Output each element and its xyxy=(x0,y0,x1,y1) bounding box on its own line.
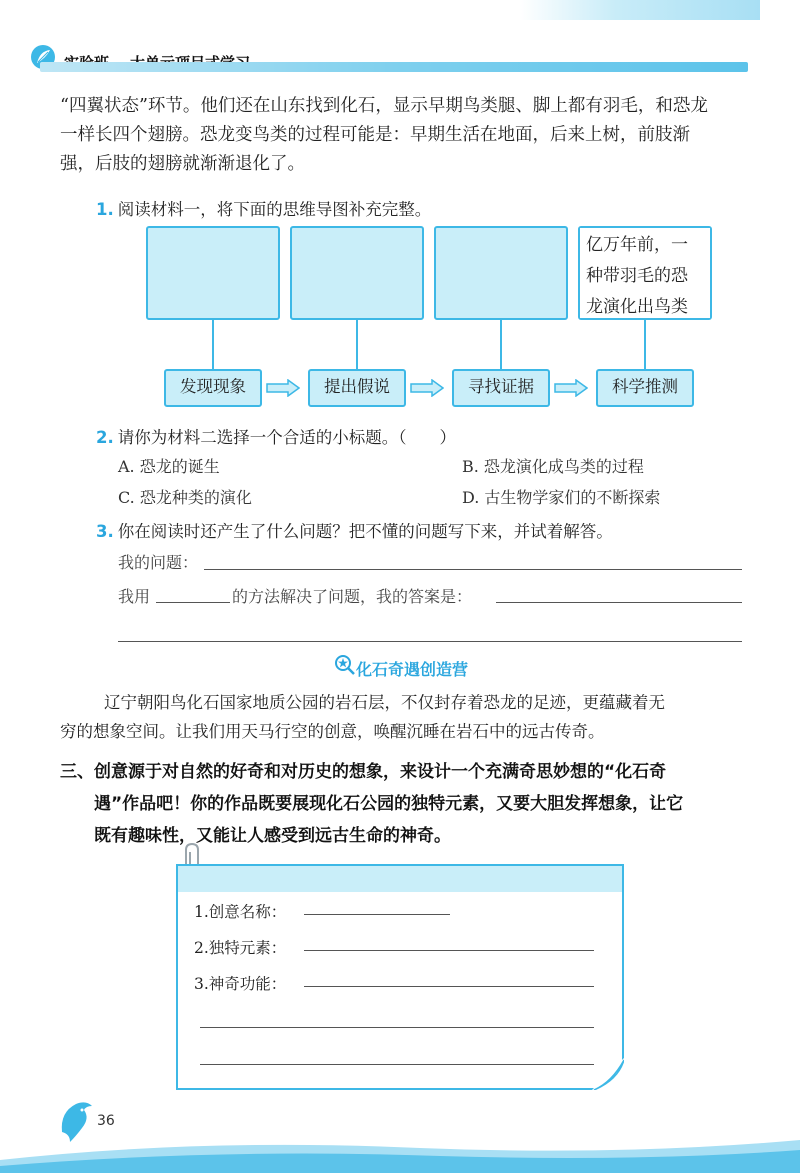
question-1 xyxy=(96,196,431,220)
arrow-right-icon xyxy=(554,379,588,397)
card-item-elements: 2.独特元素： xyxy=(194,939,287,957)
dolphin-icon xyxy=(56,1098,96,1144)
card-item-name: 1.创意名称： xyxy=(194,903,287,921)
card-header-band xyxy=(178,866,622,892)
answer-line[interactable] xyxy=(118,641,742,642)
intro-line: “四翼状态”环节。他们还在山东找到化石，显示早期鸟类腿、脚上都有羽毛，和恐龙 xyxy=(60,96,708,116)
question-number: 1. xyxy=(96,200,114,219)
question-3 xyxy=(96,518,613,542)
option-d[interactable]: D. 古生物学家们的不断探索 xyxy=(462,488,661,507)
method-suffix: 的方法解决了问题，我的答案是： xyxy=(232,587,473,606)
intro-line: 一样长四个翅膀。恐龙变鸟类的过程可能是：早期生活在地面，后来上树，前肢渐 xyxy=(60,125,690,145)
section-paragraph xyxy=(60,688,770,746)
section-line: 穷的想象空间。让我们用天马行空的创意，唤醒沉睡在岩石中的远古传奇。 xyxy=(60,722,605,741)
task-line: 三、创意源于对自然的好奇和对历史的想象，来设计一个充满奇思妙想的“化石奇 xyxy=(60,762,667,782)
box-line: 亿万年前，一 xyxy=(586,235,688,255)
connector-line xyxy=(212,320,214,370)
answer-line[interactable] xyxy=(304,914,450,915)
question-2 xyxy=(96,424,456,448)
step-inference: 科学推测 xyxy=(596,369,694,407)
step-hypothesis: 提出假说 xyxy=(308,369,406,407)
page-number: 36 xyxy=(97,1113,115,1129)
connector-line xyxy=(644,320,646,370)
mindmap-answer-box-1[interactable] xyxy=(146,226,280,320)
arrow-right-icon xyxy=(410,379,444,397)
answer-line[interactable] xyxy=(200,1027,594,1028)
intro-line: 强，后肢的翅膀就渐渐退化了。 xyxy=(60,154,305,174)
arrow-right-icon xyxy=(266,379,300,397)
page-curl-icon xyxy=(592,1058,624,1090)
question-text: 你在阅读时还产生了什么问题？把不懂的问题写下来，并试着解答。 xyxy=(117,522,613,541)
option-c[interactable]: C. 恐龙种类的演化 xyxy=(118,488,252,507)
question-text: 请你为材料二选择一个合适的小标题。（ ） xyxy=(117,428,456,447)
task-line: 既有趣味性，又能让人感受到远古生命的神奇。 xyxy=(94,826,451,846)
section-title: 化石奇遇创造营 xyxy=(356,660,469,679)
section-line: 辽宁朝阳鸟化石国家地质公园的岩石层，不仅封存着恐龙的足迹，更蕴藏着无 xyxy=(104,693,665,712)
option-a[interactable]: A. 恐龙的诞生 xyxy=(118,457,220,476)
answer-line[interactable] xyxy=(496,602,742,603)
answer-line[interactable] xyxy=(304,986,594,987)
box-line: 种带羽毛的恐 xyxy=(586,266,688,286)
step-discover: 发现现象 xyxy=(164,369,262,407)
question-number: 2. xyxy=(96,428,114,447)
option-b[interactable]: B. 恐龙演化成鸟类的过程 xyxy=(462,457,644,476)
task-three xyxy=(60,756,780,852)
connector-line xyxy=(356,320,358,370)
header-top-decoration xyxy=(520,0,760,20)
step-evidence: 寻找证据 xyxy=(452,369,550,407)
footer-wave xyxy=(0,1120,800,1173)
connector-line xyxy=(500,320,502,370)
header-bar xyxy=(40,62,748,72)
method-prefix: 我用 xyxy=(118,587,151,606)
box-line: 龙演化出鸟类 xyxy=(586,297,688,317)
answer-line[interactable] xyxy=(200,1064,594,1065)
mindmap-answer-box-2[interactable] xyxy=(290,226,424,320)
my-question-label: 我的问题： xyxy=(118,553,199,572)
question-number: 3. xyxy=(96,522,114,541)
mindmap-answer-box-3[interactable] xyxy=(434,226,568,320)
task-line: 遇”作品吧！你的作品既要展现化石公园的独特元素，又要大胆发挥想象，让它 xyxy=(94,794,684,814)
method-blank[interactable] xyxy=(156,602,230,603)
answer-line[interactable] xyxy=(304,950,594,951)
magnifier-star-icon xyxy=(334,654,356,676)
intro-paragraph xyxy=(60,92,760,179)
answer-line[interactable] xyxy=(204,569,742,570)
mindmap-given-box xyxy=(578,226,712,320)
question-text: 阅读材料一，将下面的思维导图补充完整。 xyxy=(117,200,432,219)
card-item-function: 3.神奇功能： xyxy=(194,975,287,993)
